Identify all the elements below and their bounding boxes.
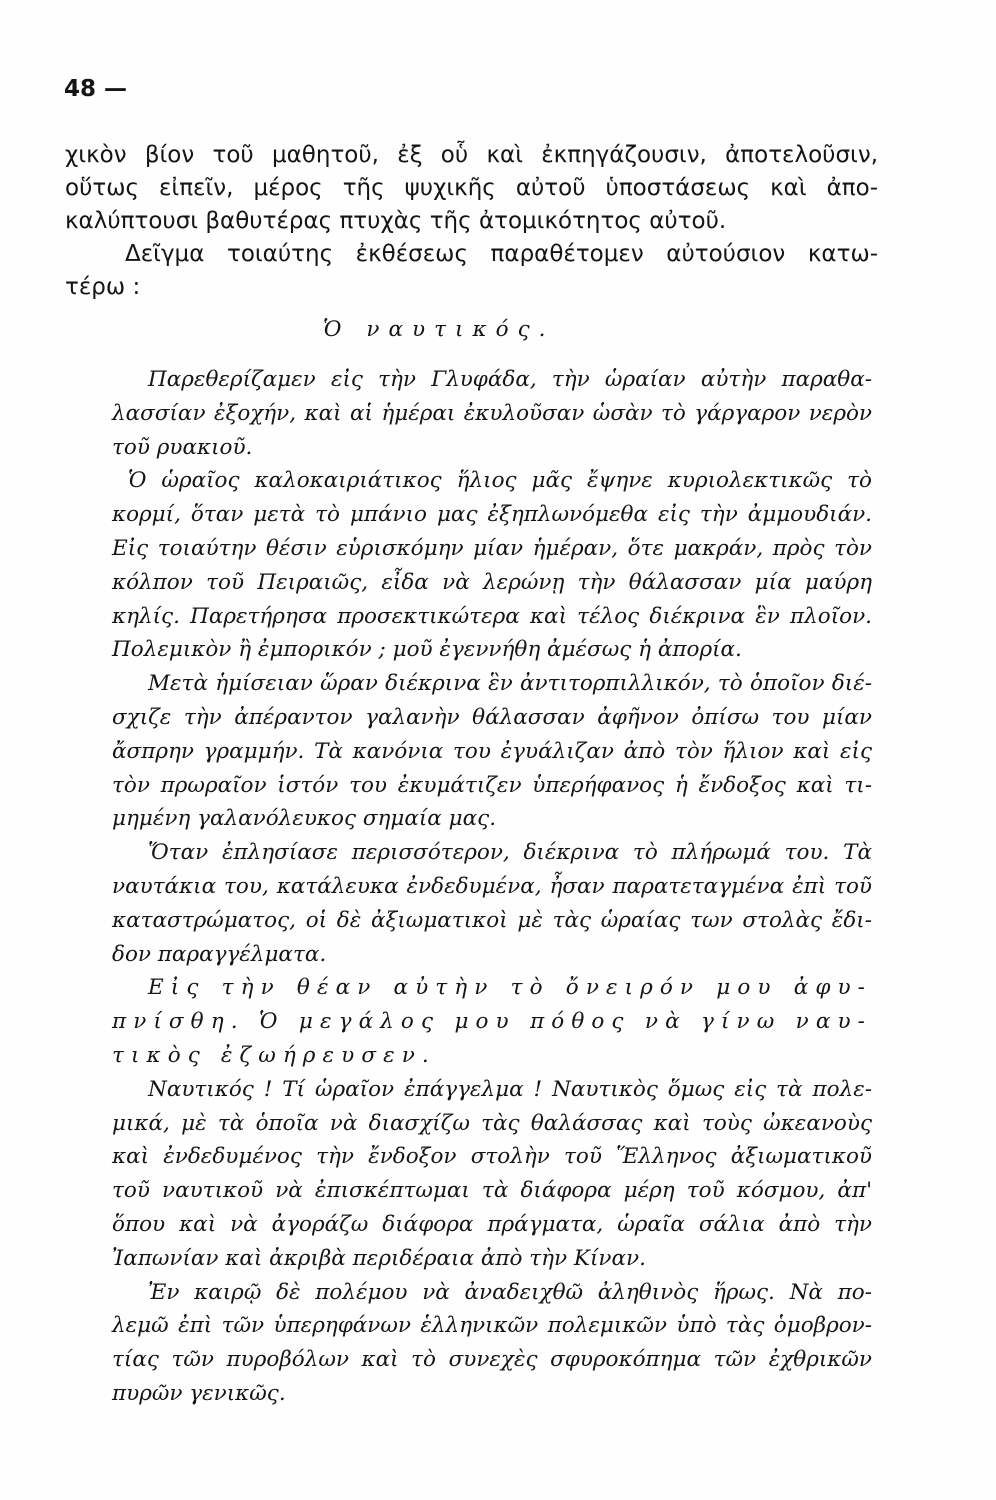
essay-line: μημένη γαλανόλευκος σημαία μας. [112, 806, 497, 832]
essay-line: Ἐν καιρῷ δὲ πολέμου νὰ ἀναδειχθῶ ἀληθινὸς ἥρως. Νὰ πο- [148, 1279, 872, 1305]
essay-line: τίας τῶν πυροβόλων καὶ τὸ συνεχὲς σφυροκόπημα τῶν ἐχθρικῶν [112, 1347, 872, 1373]
essay-line: μικά, μὲ τὰ ὁποῖα νὰ διασχίζω τὰς θαλάσσας καὶ τοὺς ὠκεανοὺς [112, 1110, 872, 1136]
essay-line: κόλπον τοῦ Πειραιῶς, εἶδα νὰ λερώνῃ τὴν θάλασσαν μία μαύρη [112, 569, 872, 595]
essay-line: Εἰς τοιαύτην θέσιν εὑρισκόμην μίαν ἡμέραν, ὅτε μακράν, πρὸς τὸν [112, 535, 872, 561]
essay-paragraph-spaced [112, 971, 872, 1072]
essay-line: κορμί, ὅταν μετὰ τὸ μπάνιο μας ἐξηπλωνόμεθα εἰς τὴν ἀμμουδιάν. [112, 502, 872, 528]
intro-line: καλύπτουσι βαθυτέρας πτυχὰς τῆς ἀτομικότητος αὐτοῦ. [65, 208, 727, 234]
essay-line: Ὁ ὡραῖος καλοκαιριάτικος ἥλιος μᾶς ἔψηνε κυριολεκτικῶς τὸ [128, 468, 872, 494]
essay-title: Ὁ ναυτικός. [323, 317, 555, 342]
essay-line: τοῦ ναυτικοῦ νὰ ἐπισκέπτωμαι τὰ διάφορα μέρη τοῦ κόσμου, ἀπ' [112, 1178, 872, 1204]
essay-line: τικὸς ἐζωήρευσεν. [112, 1042, 436, 1068]
essay-paragraph [112, 667, 872, 836]
essay-line: δον παραγγέλματα. [112, 941, 327, 967]
essay-paragraph [112, 1073, 872, 1276]
intro-line: τέρω : [65, 274, 141, 300]
essay-line: λεμῶ ἐπὶ τῶν ὑπερηφάνων ἑλληνικῶν πολεμικῶν ὑπὸ τὰς ὁμοβρον- [112, 1313, 872, 1339]
essay-line: Μετὰ ἡμίσειαν ὥραν διέκρινα ἓν ἀντιτορπιλλικόν, τὸ ὁποῖον διέ- [148, 671, 872, 697]
essay-line: ναυτάκια του, κατάλευκα ἐνδεδυμένα, ἦσαν παρατεταγμένα ἐπὶ τοῦ [112, 873, 872, 899]
essay-line: καταστρώματος, οἱ δὲ ἀξιωματικοὶ μὲ τὰς ὡραίας των στολὰς ἔδι- [112, 907, 872, 933]
essay-line: Ναυτικός ! Τί ὡραῖον ἐπάγγελμα ! Ναυτικὸς ὅμως εἰς τὰ πολε- [148, 1076, 872, 1102]
essay-line: πυρῶν γενικῶς. [112, 1380, 286, 1406]
essay-line: τὸν πρωραῖον ἱστόν του ἐκυμάτιζεν ὑπερήφανος ἡ ἔνδοξος καὶ τι- [112, 772, 872, 798]
essay-line: λασσίαν ἐξοχήν, καὶ αἱ ἡμέραι ἐκυλοῦσαν ὡσὰν τὸ γάργαρον νερὸν [112, 400, 872, 426]
intro-paragraph [65, 139, 878, 238]
intro-line: χικὸν βίον τοῦ μαθητοῦ, ἐξ οὗ καὶ ἐκπηγάζουσιν, ἀποτελοῦσιν, [65, 142, 878, 168]
intro-text [65, 139, 878, 304]
intro-line: Δεῖγμα τοιαύτης ἐκθέσεως παραθέτομεν αὐτούσιον κατω- [125, 241, 878, 267]
intro-line: οὕτως εἰπεῖν, μέρος τῆς ψυχικῆς αὐτοῦ ὑποστάσεως καὶ ἀπο- [65, 175, 878, 201]
essay-line: Ὅταν ἐπλησίασε περισσότερον, διέκρινα τὸ πλήρωμά του. Τὰ [148, 840, 872, 866]
essay-paragraph [112, 1276, 872, 1411]
essay-line: πνίσθη. Ὁ μεγάλος μου πόθος νὰ γίνω ναυ- [112, 1009, 872, 1035]
essay-line: σχιζε τὴν ἀπέραντον γαλανὴν θάλασσαν ἀφῆνον ὀπίσω του μίαν [112, 704, 872, 730]
essay-paragraph [112, 363, 872, 464]
intro-paragraph [65, 238, 878, 304]
essay-line: ὅπου καὶ νὰ ἀγοράζω διάφορα πράγματα, ὡραῖα σάλια ἀπὸ τὴν [112, 1211, 872, 1237]
essay-line: καὶ ἐνδεδυμένος τὴν ἔνδοξον στολὴν τοῦ Ἕλληνος ἀξιωματικοῦ [112, 1144, 872, 1170]
page-number: 48 — [64, 76, 128, 102]
essay-line: Ἰαπωνίαν καὶ ἀκριβὰ περιδέραια ἀπὸ τὴν Κίναν. [112, 1245, 646, 1271]
essay-text [112, 363, 872, 1411]
essay-line: Εἰς τὴν θέαν αὐτὴν τὸ ὄνειρόν μου ἀφυ- [148, 975, 872, 1001]
essay-line: Πολεμικὸν ἢ ἐμπορικόν ; μοῦ ἐγεννήθη ἀμέσως ἡ ἀπορία. [112, 637, 742, 663]
essay-line: τοῦ ρυακιοῦ. [112, 434, 253, 460]
essay-line: Παρεθερίζαμεν εἰς τὴν Γλυφάδα, τὴν ὡραίαν αὐτὴν παραθα- [148, 367, 872, 392]
essay-line: κηλίς. Παρετήρησα προσεκτικώτερα καὶ τέλος διέκρινα ἓν πλοῖον. [112, 603, 872, 629]
essay-paragraph [112, 464, 872, 667]
essay-line: ἄσπρην γραμμήν. Τὰ κανόνια του ἐγυάλιζαν ἀπὸ τὸν ἥλιον καὶ εἰς [112, 738, 872, 764]
essay-paragraph [112, 836, 872, 971]
